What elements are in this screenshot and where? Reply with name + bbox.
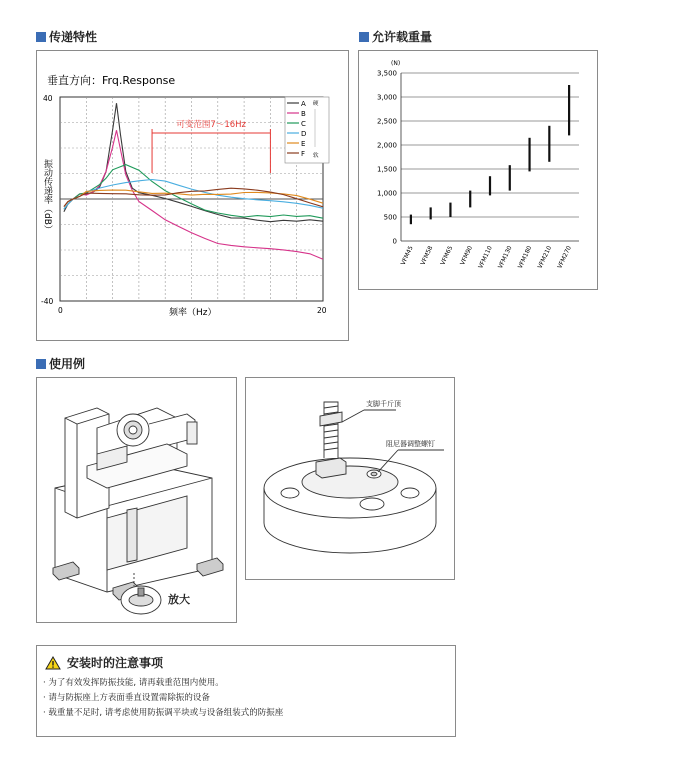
x-tick-label: VFM65 <box>439 244 455 267</box>
note-item: · 载重量不足时, 请考虑使用防振调平块或与设备组装式的防振座 <box>43 708 284 718</box>
notes-title <box>45 654 163 671</box>
zoom-label: 放大 <box>168 593 190 606</box>
y-tick-label: 500 <box>383 213 397 222</box>
installation-notes <box>36 645 456 737</box>
section-marker-icon <box>36 359 46 369</box>
x-tick-label: VFM58 <box>419 244 435 267</box>
x-tick-label: VFM110 <box>477 244 494 270</box>
section-title-text: 传递特性 <box>49 30 98 44</box>
section-title-text: 使用例 <box>49 357 86 371</box>
y-tick-label: 2,000 <box>376 141 397 150</box>
damper-screw-label: 阻尼器调整螺钉 <box>386 440 435 448</box>
section-title-text: 允许载重量 <box>372 30 433 44</box>
mount-detail-panel <box>245 377 455 580</box>
y-tick-label: 1,500 <box>376 165 397 174</box>
y-tick-label: 40 <box>43 94 53 103</box>
x-tick-label: VFM180 <box>516 244 534 270</box>
section-title-load <box>359 28 432 45</box>
range-annotation: 可变范围7～16Hz <box>176 120 247 130</box>
x-tick-label: VFM210 <box>536 244 554 270</box>
frequency-response-chart <box>37 51 348 340</box>
mount-detail-illustration <box>246 378 454 579</box>
y-tick-label: 1,000 <box>376 189 397 198</box>
note-item: · 为了有效发挥防振技能, 请再载重范围内使用。 <box>43 678 224 688</box>
section-title-usage <box>36 355 85 372</box>
x-tick-label: 20 <box>317 306 327 315</box>
notes-list <box>43 676 283 721</box>
notes-title-text: 安装时的注意事项 <box>67 656 164 670</box>
y-tick-label: 0 <box>392 237 397 246</box>
x-tick-label: VFM45 <box>399 244 415 267</box>
legend-label-E: E <box>301 140 306 148</box>
y-unit-label: (N) <box>391 60 401 67</box>
load-capacity-panel <box>358 50 598 290</box>
x-tick-label: VFM130 <box>497 244 514 270</box>
y-tick-label: 3,000 <box>376 93 397 102</box>
x-tick-label: VFM270 <box>556 244 573 270</box>
y-tick-label: 2,500 <box>376 117 397 126</box>
legend-label-D: D <box>301 130 307 138</box>
y-tick-label: -40 <box>41 297 54 306</box>
leveling-bolt-label: 支脚千斤顶 <box>366 400 401 408</box>
machine-illustration-panel <box>36 377 237 623</box>
legend-label-A: A <box>301 100 306 108</box>
legend-label-B: B <box>301 110 306 118</box>
load-capacity-chart <box>359 51 597 289</box>
machine-illustration <box>37 378 236 622</box>
section-marker-icon <box>359 32 369 42</box>
section-marker-icon <box>36 32 46 42</box>
note-item: · 请与防振座上方表面垂直设置需除振的设备 <box>43 693 210 703</box>
y-tick-label: 3,500 <box>376 69 397 78</box>
y-axis-label: 振动传递率（dB） <box>42 159 52 234</box>
x-tick-label: 0 <box>58 306 63 315</box>
x-tick-label: VFM90 <box>459 244 475 267</box>
legend-label-C: C <box>301 120 306 128</box>
legend-label-F: F <box>301 150 306 158</box>
warning-icon <box>45 656 61 670</box>
legend-soft-label: 软 <box>313 153 319 159</box>
x-axis-label: 频率（Hz） <box>169 308 217 318</box>
section-title-transmissibility <box>36 28 97 45</box>
chart-title: 垂直方向：Frq.Response <box>47 74 176 87</box>
frequency-response-panel <box>36 50 349 341</box>
legend-hard-label: 硬 <box>313 101 319 107</box>
